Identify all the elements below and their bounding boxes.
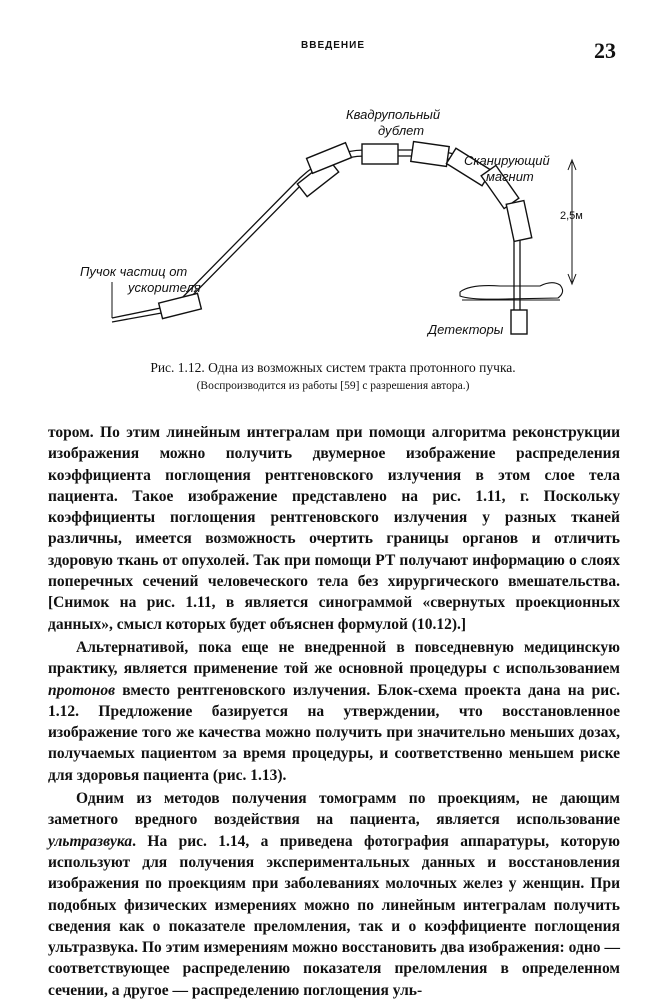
- paragraph-2: [48, 637, 620, 786]
- beam-label-line2: ускорителя: [128, 280, 201, 295]
- scanning-magnet-label-line1: Сканирующий: [464, 153, 550, 168]
- beamline-figure: [0, 90, 666, 350]
- magnet-elements: [159, 142, 532, 319]
- paragraph-1: тором. По этим линейным интегралам при помощи алгоритма реконструкции изображения можно получить двумерное изображение распределения коэффициента поглощения рентгеновского излучения в этом слое тела пациента. Такое изображение представлено на рис. 1.11, г. Поскольку коэффициенты поглощения рентгеновского излучения у разных тканей различны, имеется возможность очертить границы органов и отличить здоровую ткань от опухолей. Так при помощи РТ получают информацию о слоях поперечных сечений человеческого тела без хирургического вмешательства. [Снимок на рис. 1.11, в является синограммой «свернутых проекционных данных», смысл которых будет объяснен формулой (10.12).]: [48, 424, 620, 633]
- caption-source: (Воспроизводится из работы [59] с разрешения автора.): [196, 380, 470, 392]
- quadrupole-label-line2: дублет: [378, 123, 425, 138]
- p2-emphasis: протонов: [48, 681, 116, 699]
- p3-text-a: Одним из методов получения томограмм по проекциям, не дающим заметного вредного воздействия на пациента, является использование: [48, 790, 620, 829]
- patient-outline: [460, 283, 563, 300]
- quadrupole-label-line1: Квадрупольный: [346, 107, 441, 122]
- beam-label-line1: Пучок частиц от: [80, 264, 188, 279]
- p2-text-b: вместо рентгеновского излучения. Блок-схема проекта дана на рис. 1.12. Предложение базируется на утверждении, что восстановленное изображение того же качества можно получить при значительно меньших дозах, получаемых пациентом за время процедуры, и соответственно меньшем риске для здоровья пациента (рис. 1.13).: [48, 681, 620, 784]
- paragraph-3: [48, 788, 620, 1001]
- figure-caption: [60, 358, 606, 396]
- height-dimension: [568, 160, 576, 284]
- detector-block: [511, 310, 527, 334]
- detectors-label: Детекторы: [428, 322, 504, 337]
- height-label: 2,5м: [560, 210, 583, 222]
- caption-main: Рис. 1.12. Одна из возможных систем тракта протонного пучка.: [150, 360, 516, 375]
- scanning-magnet-label-line2: магнит: [486, 169, 534, 184]
- page-number: 23: [594, 38, 616, 63]
- p2-text-a: Альтернативой, пока еще не внедренной в повседневную медицинскую практику, является применение той же основной процедуры с использованием: [48, 638, 620, 678]
- p3-text-b: . На рис. 1.14, а приведена фотография аппаратуры, которую используют для получения экспериментальных данных и восстановления изображения по проекциям при заболеваниях молочных желез у женщин. При подобных физических измерениях можно по линейным интегралам получить сведения как о показателе преломления, так и о коэффициенте поглощения ультразвука. По этим измерениям можно восстановить два изображения: одно — соответствующее распределению показателя преломления в определенном сечении, а другое — распределению поглощения уль-: [48, 832, 620, 999]
- body-text: [48, 422, 620, 1001]
- running-head: ВВЕДЕНИЕ: [301, 40, 365, 51]
- p3-emphasis: ультразвука: [48, 832, 133, 850]
